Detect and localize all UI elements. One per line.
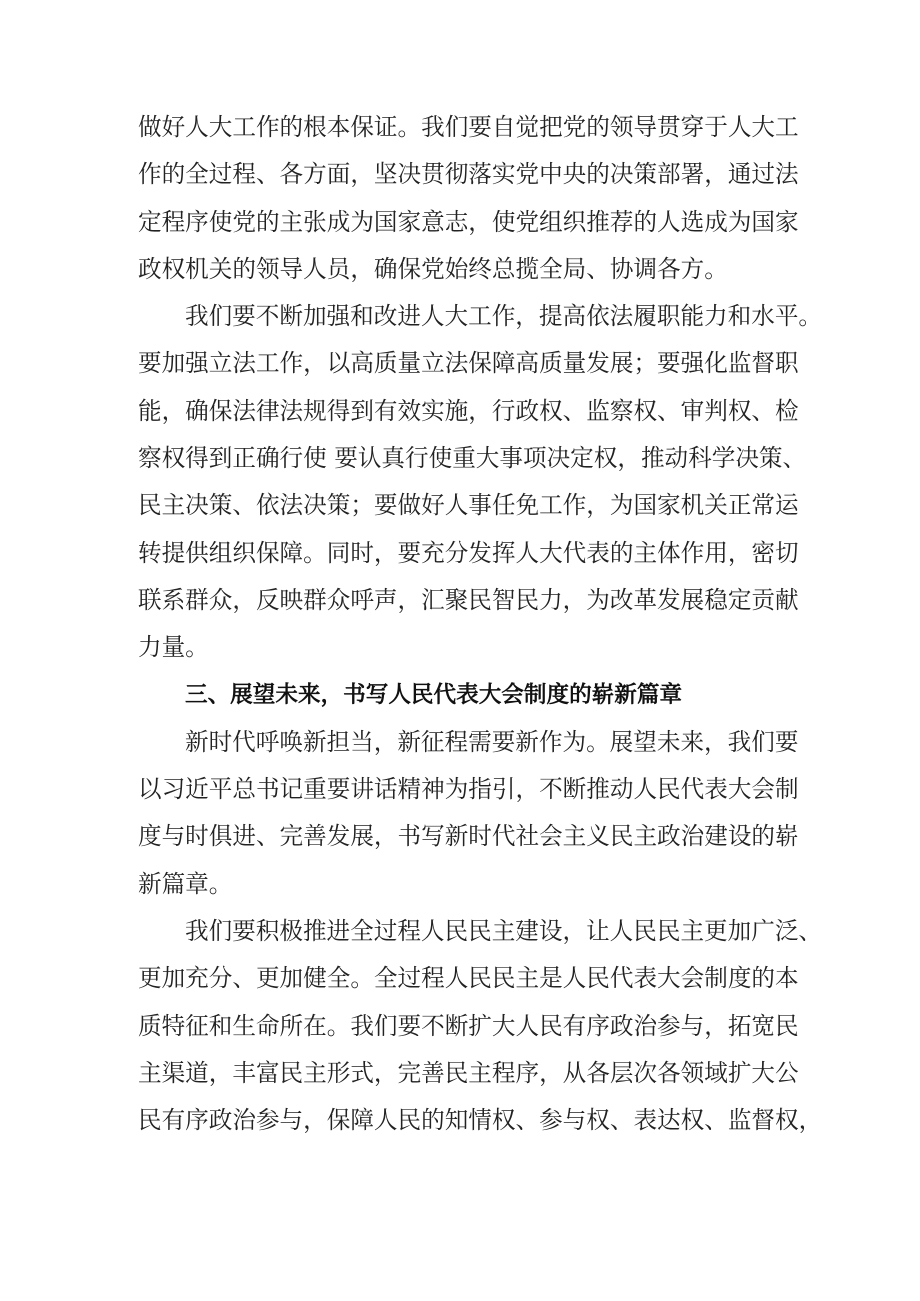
paragraph-2-line-8: 力量。 [138, 633, 209, 662]
paragraph-2-line-6: 转提供组织保障。同时，要充分发挥人大代表的主体作用，密切 [138, 538, 799, 567]
paragraph-3-line-4: 新篇章。 [138, 869, 233, 898]
paragraph-4-line-3: 质特征和生命所在。我们要不断扩大人民有序政治参与，拓宽民 [138, 1011, 799, 1040]
paragraph-4-line-2: 更加充分、更加健全。全过程人民民主是人民代表大会制度的本 [138, 964, 799, 993]
paragraph-2-line-7: 联系群众，反映群众呼声，汇聚民智民力，为改革发展稳定贡献 [138, 585, 799, 614]
paragraph-2-line-5: 民主决策、依法决策；要做好人事任免工作，为国家机关正常运 [138, 491, 799, 520]
paragraph-3-line-1: 新时代呼唤新担当，新征程需要新作为。展望未来，我们要 [185, 727, 799, 756]
paragraph-4-line-4: 主渠道，丰富民主形式，完善民主程序，从各层次各领域扩大公 [138, 1058, 799, 1087]
paragraph-2-line-4: 察权得到正确行使 要认真行使重大事项决定权，推动科学决策、 [138, 444, 807, 473]
paragraph-1-line-3: 定程序使党的主张成为国家意志，使党组织推荐的人选成为国家 [138, 207, 799, 236]
paragraph-1-line-4: 政权机关的领导人员，确保党始终总揽全局、协调各方。 [138, 254, 728, 283]
paragraph-3-line-2: 以习近平总书记重要讲话精神为指引，不断推动人民代表大会制 [138, 775, 799, 804]
paragraph-4-line-1: 我们要积极推进全过程人民民主建设，让人民民主更加广泛、 [185, 917, 823, 946]
paragraph-2-line-2: 要加强立法工作，以高质量立法保障高质量发展；要强化监督职 [138, 349, 799, 378]
paragraph-1-line-1: 做好人大工作的根本保证。我们要自觉把党的领导贯穿于人大工 [138, 113, 799, 141]
section-heading: 三、展望未来，书写人民代表大会制度的崭新篇章 [185, 681, 683, 708]
document-body [138, 104, 823, 1145]
paragraph-2-line-3: 能，确保法律法规得到有效实施，行政权、监察权、审判权、检 [138, 396, 799, 425]
paragraph-4-line-5: 民有序政治参与，保障人民的知情权、参与权、表达权、监督权， [138, 1106, 823, 1135]
paragraph-1-line-2: 作的全过程、各方面，坚决贯彻落实党中央的决策部署，通过法 [138, 160, 799, 189]
paragraph-3-line-3: 度与时俱进、完善发展，书写新时代社会主义民主政治建设的崭 [138, 822, 799, 851]
paragraph-2-line-1: 我们要不断加强和改进人大工作，提高依法履职能力和水平。 [185, 302, 823, 331]
